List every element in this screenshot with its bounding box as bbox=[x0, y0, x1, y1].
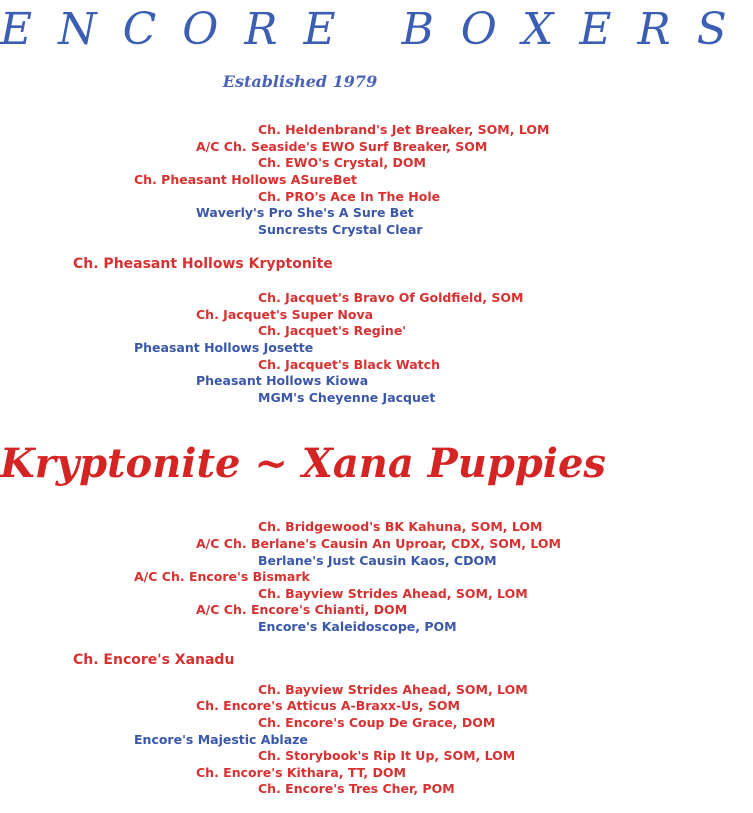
pedigree-entry: Ch. PRO's Ace In The Hole bbox=[258, 189, 441, 204]
pedigree-entry: Ch. Encore's Coup De Grace, DOM bbox=[258, 715, 496, 730]
dog-name-xanadu: Ch. Encore's Xanadu bbox=[73, 652, 235, 668]
kennel-title: ENCORE BOXERS bbox=[0, 4, 753, 55]
established-subtitle: Established 1979 bbox=[222, 72, 378, 91]
pedigree-entry: A/C Ch. Encore's Chianti, DOM bbox=[196, 602, 408, 617]
pedigree-entry: MGM's Cheyenne Jacquet bbox=[258, 390, 436, 405]
pedigree-entry: Waverly's Pro She's A Sure Bet bbox=[196, 205, 414, 220]
pedigree-entry: Ch. Bayview Strides Ahead, SOM, LOM bbox=[258, 586, 528, 601]
pedigree-entry: Ch. Bayview Strides Ahead, SOM, LOM bbox=[258, 682, 528, 697]
pedigree-entry: A/C Ch. Berlane's Causin An Uproar, CDX, SOM, LOM bbox=[196, 536, 561, 551]
pedigree-entry: Ch. EWO's Crystal, DOM bbox=[258, 155, 426, 170]
pedigree-entry: Ch. Pheasant Hollows ASureBet bbox=[134, 172, 357, 187]
pedigree-entry: Ch. Bridgewood's BK Kahuna, SOM, LOM bbox=[258, 519, 543, 534]
pedigree-entry: Ch. Encore's Atticus A-Braxx-Us, SOM bbox=[196, 698, 460, 713]
pedigree-entry: Encore's Majestic Ablaze bbox=[134, 732, 308, 747]
pedigree-entry: Pheasant Hollows Josette bbox=[134, 340, 314, 355]
dog-name-kryptonite: Ch. Pheasant Hollows Kryptonite bbox=[73, 256, 333, 272]
pedigree-entry: Ch. Jacquet's Regine' bbox=[258, 323, 407, 338]
pedigree-entry: Encore's Kaleidoscope, POM bbox=[258, 619, 457, 634]
pedigree-entry: Ch. Jacquet's Super Nova bbox=[196, 307, 374, 322]
pedigree-entry: Ch. Heldenbrand's Jet Breaker, SOM, LOM bbox=[258, 122, 550, 137]
pedigree-entry: Suncrests Crystal Clear bbox=[258, 222, 423, 237]
pedigree-entry: A/C Ch. Encore's Bismark bbox=[134, 569, 310, 584]
litter-banner: Kryptonite ~ Xana Puppies bbox=[0, 440, 606, 487]
pedigree-entry: Ch. Encore's Kithara, TT, DOM bbox=[196, 765, 406, 780]
pedigree-entry: A/C Ch. Seaside's EWO Surf Breaker, SOM bbox=[196, 139, 488, 154]
pedigree-entry: Ch. Jacquet's Bravo Of Goldfield, SOM bbox=[258, 290, 524, 305]
pedigree-entry: Ch. Encore's Tres Cher, POM bbox=[258, 781, 455, 796]
pedigree-entry: Ch. Storybook's Rip It Up, SOM, LOM bbox=[258, 748, 516, 763]
pedigree-entry: Ch. Jacquet's Black Watch bbox=[258, 357, 440, 372]
pedigree-entry: Pheasant Hollows Kiowa bbox=[196, 373, 369, 388]
pedigree-entry: Berlane's Just Causin Kaos, CDOM bbox=[258, 553, 497, 568]
